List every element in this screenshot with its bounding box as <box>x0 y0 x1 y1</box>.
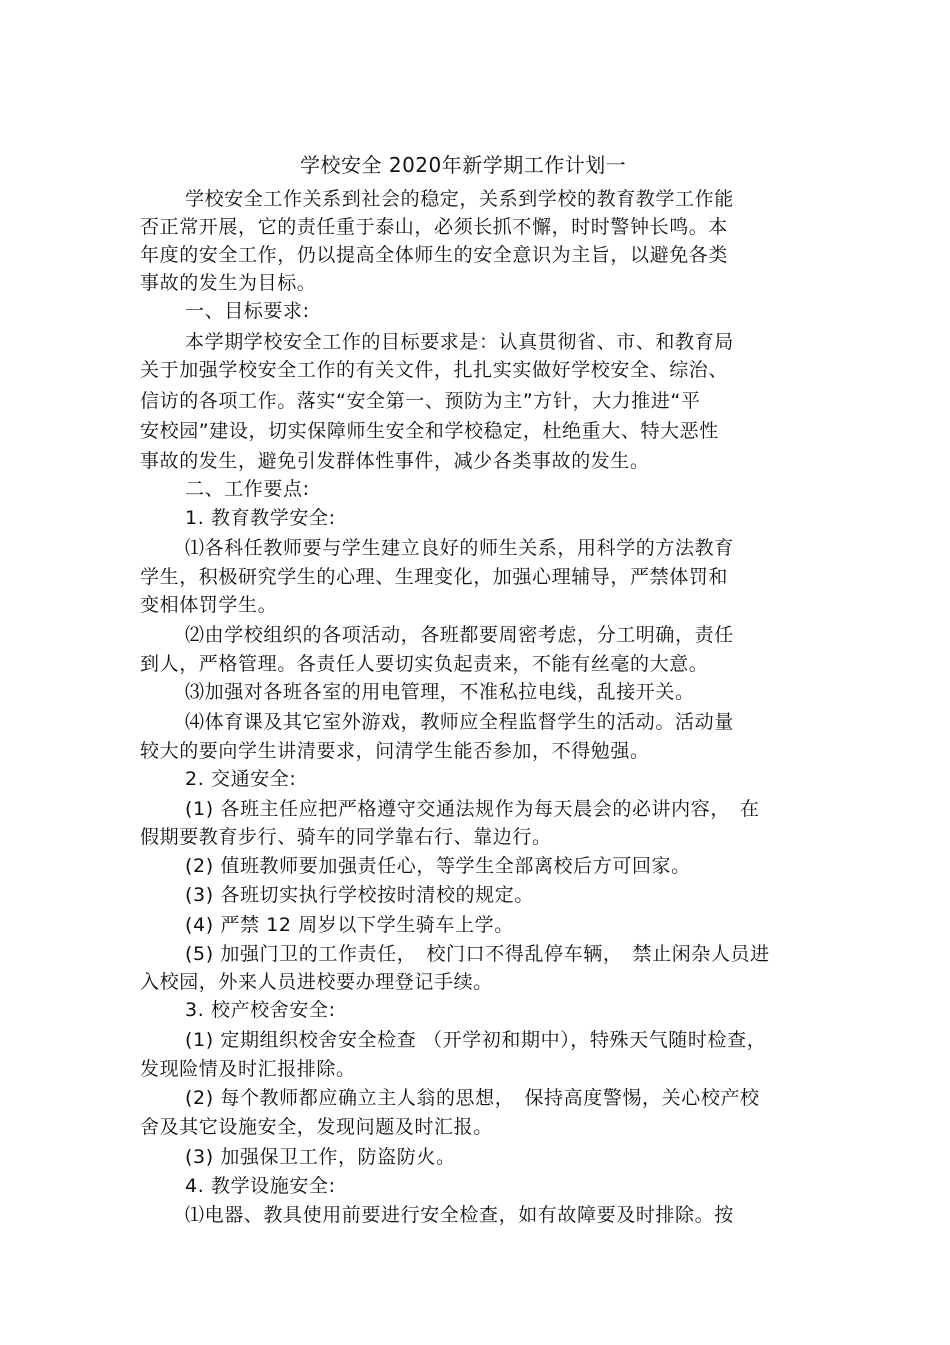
body-line: ⑶加强对各班各室的用电管理，不准私拉电线，乱接开关。 <box>185 681 695 703</box>
body-line: ⑷体育课及其它室外游戏，教师应全程监督学生的活动。活动量 <box>185 711 734 733</box>
body-line: (1) 各班主任应把严格遵守交通法规作为每天晨会的必讲内容， 在 <box>185 798 760 820</box>
body-line: 事故的发生为目标。 <box>140 272 317 294</box>
body-line: 事故的发生，避免引发群体性事件，减少各类事故的发生。 <box>140 450 650 472</box>
section-heading: 一、目标要求: <box>185 300 310 322</box>
body-line: 发现险情及时汇报排除。 <box>140 1058 356 1080</box>
body-line: 年度的安全工作，仍以提高全体师生的安全意识为主旨，以避免各类 <box>140 244 729 266</box>
body-line: ⑴电器、教具使用前要进行安全检查，如有故障要及时排除。按 <box>185 1204 734 1226</box>
subsection-heading: 2. 交通安全: <box>185 768 297 790</box>
body-line: ⑴各科任教师要与学生建立良好的师生关系，用科学的方法教育 <box>185 537 734 559</box>
body-line: 信访的各项工作。落实“安全第一、预防为主”方针，大力推进“平 <box>140 390 701 412</box>
body-line: ⑵由学校组织的各项活动，各班都要周密考虑，分工明确，责任 <box>185 624 734 646</box>
body-line: (5) 加强门卫的工作责任， 校门口不得乱停车辆， 禁止闲杂人员进 <box>185 943 770 965</box>
body-line: (1) 定期组织校舍安全检查 （开学初和期中），特殊天气随时检查， <box>185 1029 767 1051</box>
body-line: (4) 严禁 12 周岁以下学生骑车上学。 <box>185 914 514 936</box>
body-line: 入校园，外来人员进校要办理登记手续。 <box>140 971 493 993</box>
body-line: 舍及其它设施安全，发现问题及时汇报。 <box>140 1116 493 1138</box>
body-line: (3) 加强保卫工作，防盗防火。 <box>185 1146 456 1168</box>
body-line: (2) 每个教师都应确立主人翁的思想， 保持高度警惕，关心校产校 <box>185 1087 760 1109</box>
body-line: 安校园”建设，切实保障师生安全和学校稳定，杜绝重大、特大恶性 <box>140 420 719 442</box>
body-line: 否正常开展，它的责任重于泰山，必须长抓不懈，时时警钟长鸣。本 <box>140 216 729 238</box>
body-line: (3) 各班切实执行学校按时清校的规定。 <box>185 884 534 906</box>
body-line: (2) 值班教师要加强责任心，等学生全部离校后方可回家。 <box>185 855 691 877</box>
body-line: 到人，严格管理。各责任人要切实负起责来，不能有丝毫的大意。 <box>140 653 709 675</box>
body-line: 学校安全工作关系到社会的稳定，关系到学校的教育教学工作能 <box>185 188 734 210</box>
document-title: 学校安全 2020年新学期工作计划一 <box>300 153 627 177</box>
body-line: 关于加强学校安全工作的有关文件，扎扎实实做好学校安全、综治、 <box>140 359 729 381</box>
body-line: 变相体罚学生。 <box>140 594 278 616</box>
body-line: 本学期学校安全工作的目标要求是：认真贯彻省、市、和教育局 <box>185 331 734 353</box>
body-line: 学生，积极研究学生的心理、生理变化，加强心理辅导，严禁体罚和 <box>140 566 729 588</box>
section-heading: 二、工作要点: <box>185 478 310 500</box>
subsection-heading: 1. 教育教学安全: <box>185 507 336 529</box>
body-line: 较大的要向学生讲清要求，问清学生能否参加，不得勉强。 <box>140 740 650 762</box>
body-line: 假期要教育步行、骑车的同学靠右行、靠边行。 <box>140 826 552 848</box>
subsection-heading: 3. 校产校舍安全: <box>185 999 336 1021</box>
subsection-heading: 4. 教学设施安全: <box>185 1175 336 1197</box>
